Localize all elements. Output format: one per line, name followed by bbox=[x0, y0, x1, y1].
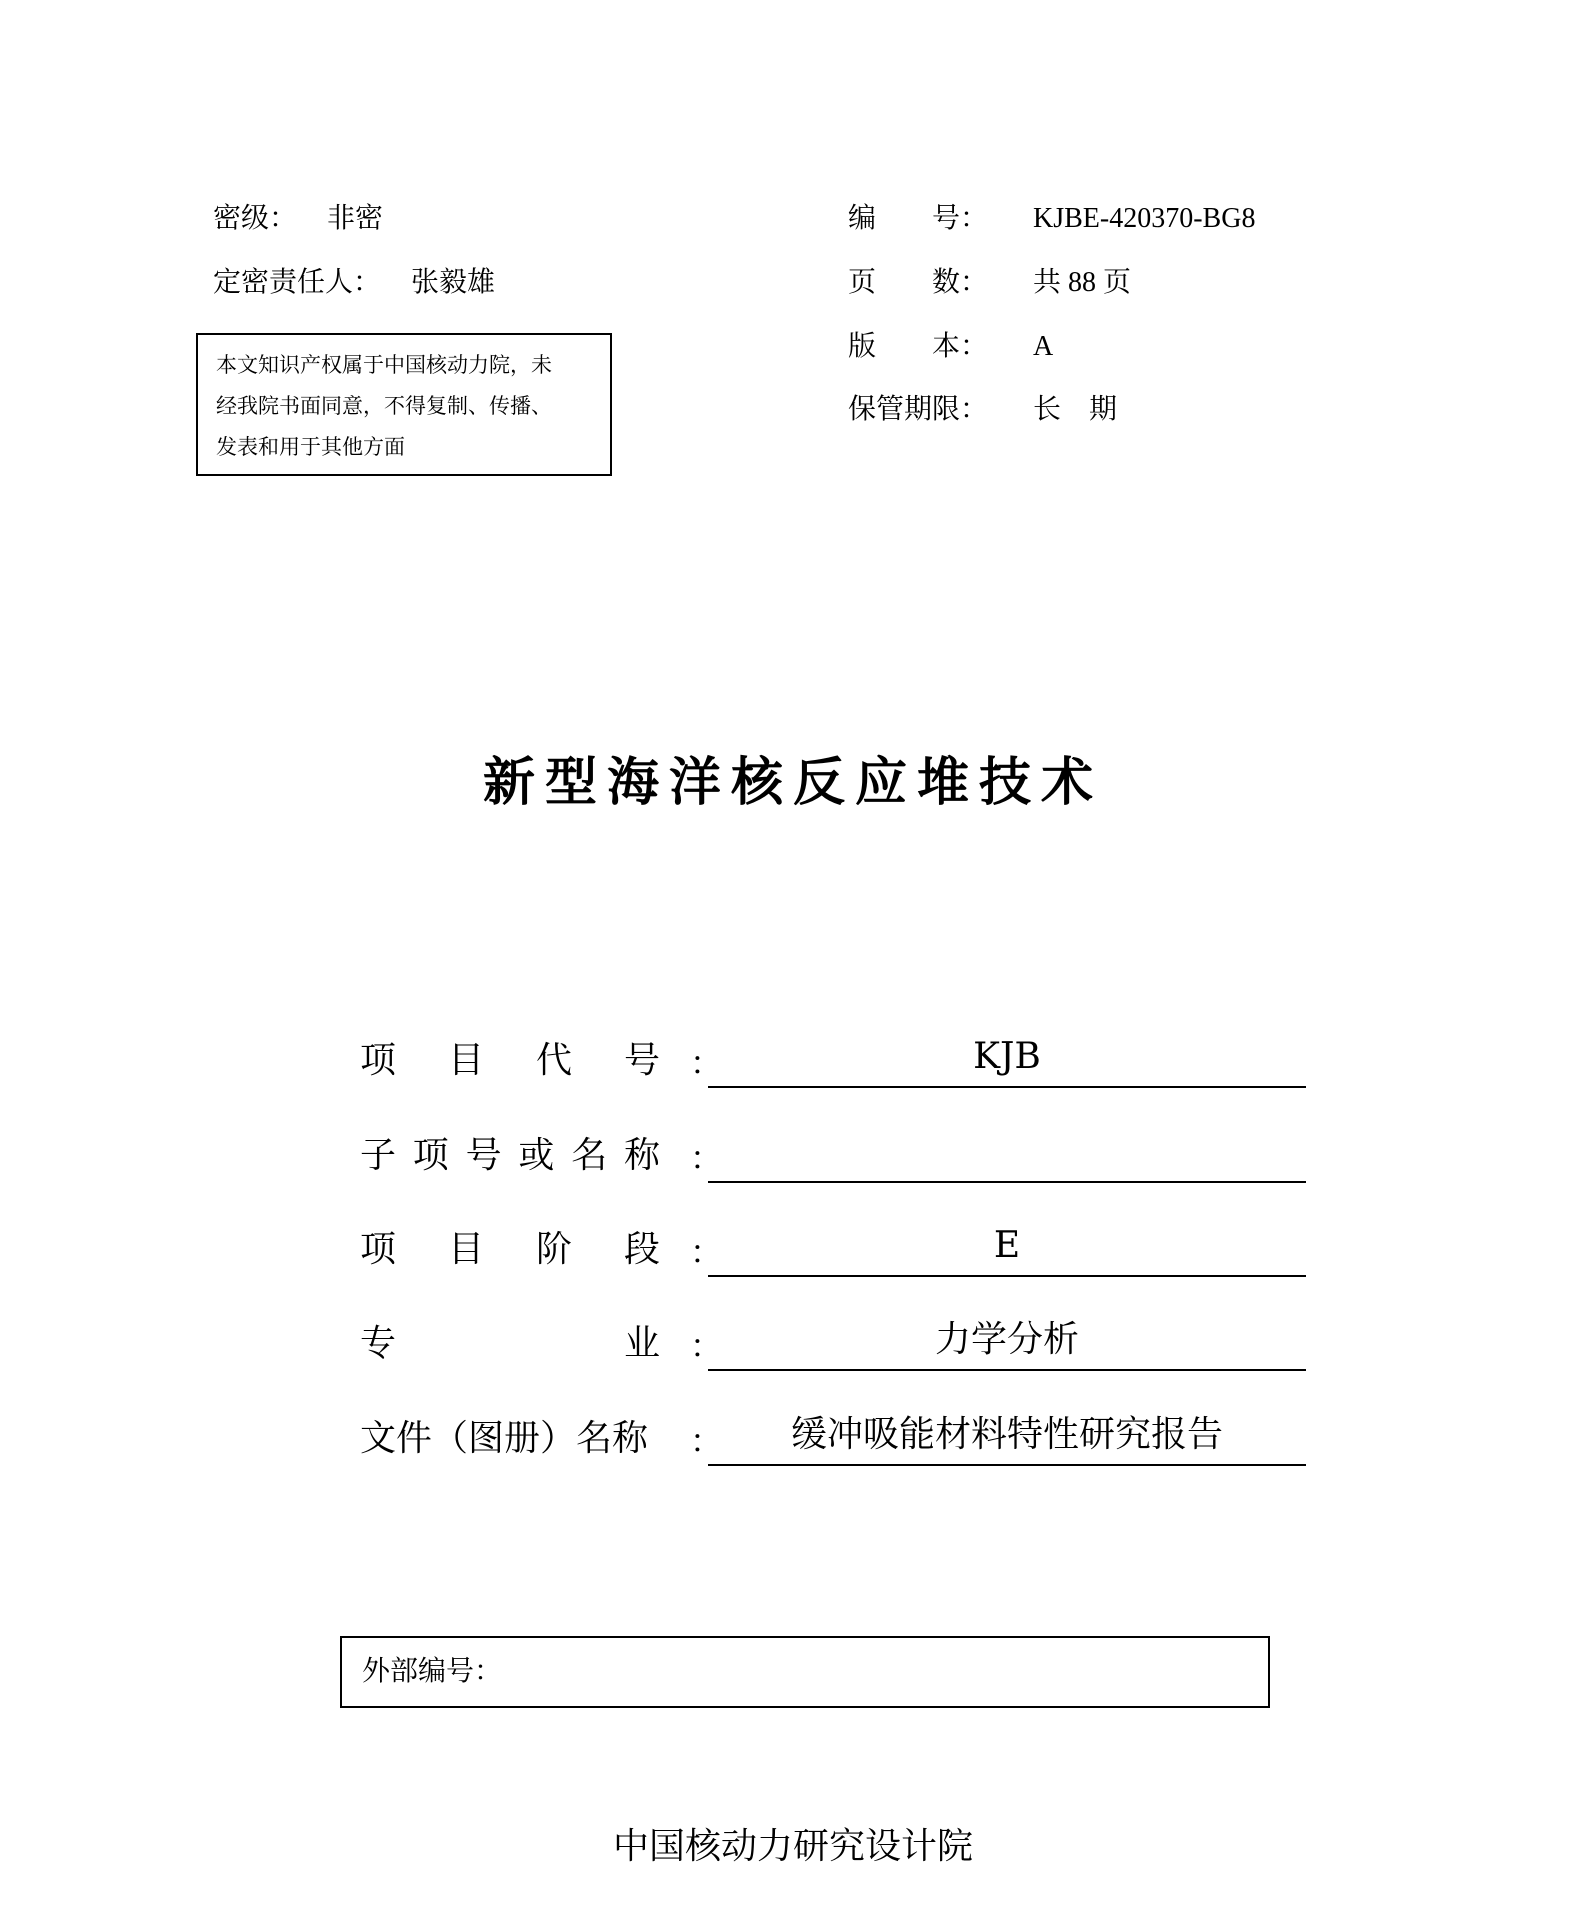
label-char: 项 bbox=[360, 1040, 397, 1081]
form-colon: ： bbox=[690, 1139, 723, 1177]
form-row-discipline bbox=[360, 1315, 1310, 1375]
label-text: 文件（图册）名称 bbox=[360, 1418, 649, 1459]
document-name-label bbox=[360, 1410, 660, 1461]
responsible-value: 张毅雄 bbox=[411, 265, 496, 298]
label-char: 阶 bbox=[535, 1229, 572, 1270]
project-code-field: KJB bbox=[708, 1032, 1306, 1088]
version-line bbox=[848, 324, 1053, 364]
label-char: 业 bbox=[623, 1323, 660, 1364]
label-char: 目 bbox=[447, 1229, 484, 1270]
label-char: 号 bbox=[465, 1135, 502, 1176]
label-char: 段 bbox=[623, 1229, 660, 1270]
doc-number-label: 编 号： bbox=[848, 201, 989, 234]
subproject-field bbox=[708, 1127, 1306, 1183]
copyright-notice-box bbox=[196, 333, 612, 476]
form-colon: ： bbox=[690, 1422, 723, 1460]
page-count-line bbox=[848, 260, 1131, 300]
retention-line bbox=[848, 387, 1117, 427]
label-char: 名 bbox=[571, 1135, 608, 1176]
discipline-label bbox=[360, 1315, 660, 1366]
label-char: 称 bbox=[623, 1135, 660, 1176]
notice-line-2: 经我院书面同意，不得复制、传播、 bbox=[216, 394, 552, 418]
doc-number-line bbox=[848, 196, 1255, 236]
discipline-field: 力学分析 bbox=[708, 1315, 1306, 1371]
project-stage-label bbox=[360, 1221, 660, 1272]
label-char: 项 bbox=[360, 1229, 397, 1270]
form-row-subproject bbox=[360, 1127, 1310, 1187]
label-char: 代 bbox=[535, 1040, 572, 1081]
label-char: 或 bbox=[518, 1135, 555, 1176]
version-value: A bbox=[1033, 331, 1054, 362]
version-label: 版 本： bbox=[848, 329, 989, 362]
project-code-label bbox=[360, 1032, 660, 1083]
page-count-value: 共 88 页 bbox=[1033, 267, 1132, 298]
classification-label: 密级： bbox=[213, 201, 298, 234]
label-char: 专 bbox=[360, 1323, 397, 1364]
label-char: 子 bbox=[360, 1135, 397, 1176]
retention-label: 保管期限： bbox=[848, 392, 989, 425]
label-char: 号 bbox=[623, 1040, 660, 1081]
institute-name: 中国核动力研究设计院 bbox=[612, 1826, 973, 1867]
form-colon: ： bbox=[690, 1327, 723, 1365]
responsible-line bbox=[213, 260, 495, 300]
form-colon: ： bbox=[690, 1044, 723, 1082]
notice-line-3: 发表和用于其他方面 bbox=[216, 435, 405, 459]
notice-line-1: 本文知识产权属于中国核动力院，未 bbox=[216, 353, 552, 377]
page-count-label: 页 数： bbox=[848, 265, 989, 298]
external-number-label: 外部编号： bbox=[362, 1654, 503, 1687]
external-number-box bbox=[340, 1636, 1270, 1708]
form-row-project-code bbox=[360, 1032, 1310, 1092]
label-char: 项 bbox=[412, 1135, 449, 1176]
classification-line bbox=[213, 196, 383, 236]
form-row-document-name bbox=[360, 1410, 1310, 1470]
project-stage-field: E bbox=[708, 1221, 1306, 1277]
responsible-label: 定密责任人： bbox=[213, 265, 382, 298]
form-row-project-stage bbox=[360, 1221, 1310, 1281]
doc-number-value: KJBE-420370-BG8 bbox=[1033, 203, 1256, 234]
document-title: 新型海洋核反应堆技术 bbox=[482, 753, 1103, 813]
document-name-field: 缓冲吸能材料特性研究报告 bbox=[708, 1410, 1306, 1466]
form-colon: ： bbox=[690, 1233, 723, 1271]
retention-value: 长 期 bbox=[1033, 394, 1118, 425]
label-char: 目 bbox=[447, 1040, 484, 1081]
classification-value: 非密 bbox=[327, 201, 384, 234]
subproject-label bbox=[360, 1127, 660, 1178]
